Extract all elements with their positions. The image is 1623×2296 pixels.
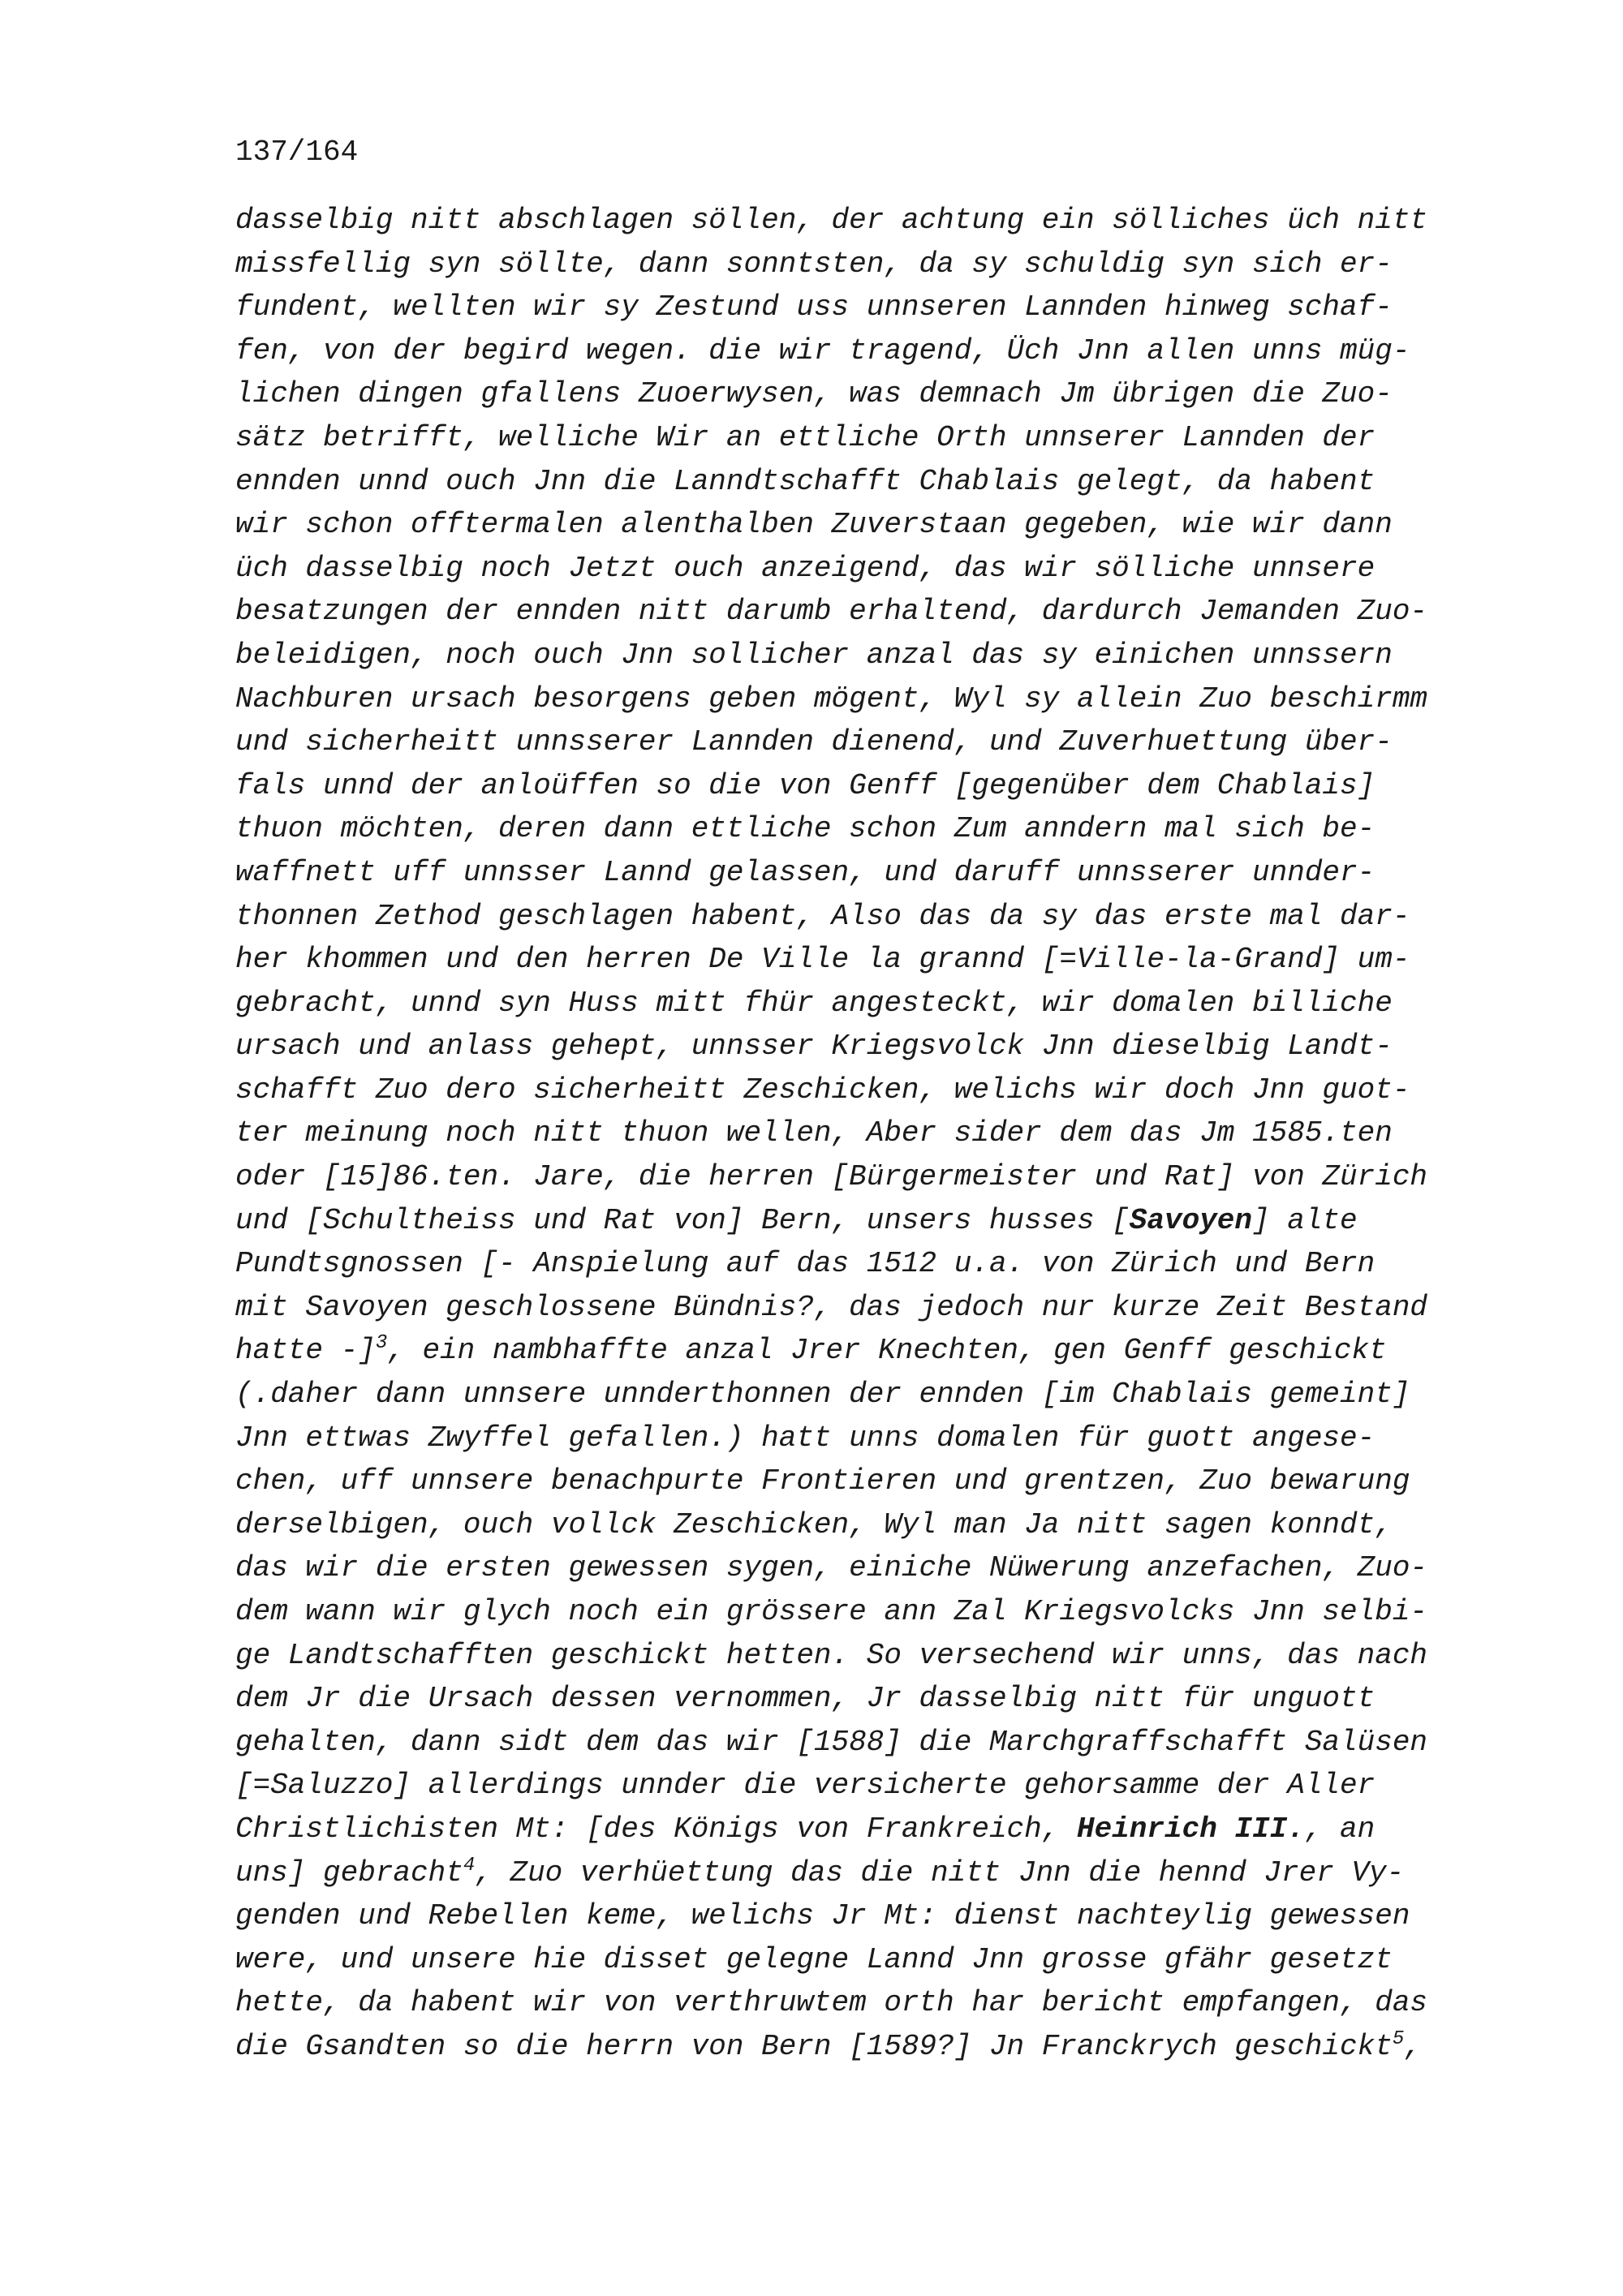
text-segment: und [Schultheiss und Rat von] Bern, unsers husses [ <box>235 1203 1130 1237</box>
text-line <box>235 634 1501 677</box>
text-line <box>235 1503 1501 1547</box>
text-line <box>235 329 1501 373</box>
text-segment: uns] gebracht <box>235 1855 463 1890</box>
text-line <box>235 199 1501 243</box>
text-line <box>235 416 1501 460</box>
text-segment: und sicherheitt unnsserer Lannden dienend, und Zuverhuettung über- <box>235 725 1393 759</box>
page-number: 137/164 <box>235 135 359 169</box>
text-segment: mit Savoyen geschlossene Bündnis?, das jedoch nur kurze Zeit Bestand <box>235 1290 1428 1324</box>
body-text <box>235 199 1501 2069</box>
text-line <box>235 1546 1501 1590</box>
text-line <box>235 1111 1501 1155</box>
text-line <box>235 938 1501 982</box>
text-segment: besatzungen der ennden nitt darumb erhaltend, dardurch Jemanden Zuo- <box>235 595 1428 629</box>
text-line <box>235 720 1501 764</box>
text-line <box>235 1460 1501 1503</box>
text-segment: gebracht, unnd syn Huss mitt fhür angesteckt, wir domalen billiche <box>235 986 1393 1020</box>
text-line <box>235 807 1501 851</box>
text-line <box>235 1417 1501 1460</box>
bold-name: Heinrich III. <box>1076 1812 1305 1846</box>
text-segment: derselbigen, ouch vollck Zeschicken, Wyl man Ja nitt sagen konndt, <box>235 1507 1393 1541</box>
text-segment: ] alte <box>1252 1203 1358 1237</box>
text-segment: lichen dingen gfallens Zuoerwysen, was demnach Jm übrigen die Zuo- <box>235 377 1393 411</box>
text-segment: chen, uff unnsere benachpurte Frontieren und grentzen, Zuo bewarung <box>235 1464 1410 1498</box>
text-line <box>235 1373 1501 1417</box>
text-line <box>235 1590 1501 1634</box>
text-segment: dasselbig nitt abschlagen söllen, der achtung ein sölliches üch nitt <box>235 204 1428 237</box>
text-segment: dem Jr die Ursach dessen vernommen, Jr dasselbig nitt für unguott <box>235 1682 1375 1716</box>
text-line <box>235 590 1501 634</box>
text-segment: die Gsandten so die herrn von Bern [1589?] Jn Franckrych geschickt <box>235 2029 1393 2063</box>
text-segment: [=Saluzzo] allerdings unnder die versicherte gehorsamme der Aller <box>235 1769 1375 1803</box>
footnote-marker: 4 <box>463 1854 476 1877</box>
text-segment: thuon möchten, deren dann ettliche schon Zum anndern mal sich be- <box>235 812 1375 846</box>
text-segment: , Zuo verhüettung das die nitt Jnn die hennd Jrer Vy- <box>475 1855 1405 1890</box>
text-line <box>235 286 1501 329</box>
text-line <box>235 1764 1501 1808</box>
text-segment: , ein nambhaffte anzal Jrer Knechten, gen Genff geschickt <box>387 1334 1387 1368</box>
text-line <box>235 1068 1501 1112</box>
text-segment: genden und Rebellen keme, welichs Jr Mt: dienst nachteylig gewessen <box>235 1899 1410 1933</box>
text-segment: , <box>1404 2029 1422 2063</box>
text-segment: hatte -] <box>235 1334 376 1368</box>
text-line <box>235 895 1501 939</box>
text-line <box>235 1634 1501 1678</box>
text-segment: fals unnd der anloüffen so die von Genff [gegenüber dem Chablais] <box>235 768 1375 802</box>
text-segment: Christlichisten Mt: [des Königs von Frankreich, <box>235 1812 1077 1846</box>
text-segment: missfellig syn söllte, dann sonntsten, da sy schuldig syn sich er- <box>235 247 1393 281</box>
text-segment: , an <box>1304 1812 1375 1846</box>
text-segment: beleidigen, noch ouch Jnn sollicher anzal das sy einichen unnssern <box>235 638 1393 672</box>
text-segment: ursach und anlass gehept, unnsser Kriegsvolck Jnn dieselbig Landt- <box>235 1030 1393 1064</box>
text-line <box>235 547 1501 591</box>
text-segment: thonnen Zethod geschlagen habent, Also das da sy das erste mal dar- <box>235 899 1410 933</box>
text-line <box>235 1808 1501 1851</box>
footnote-marker: 3 <box>375 1332 388 1355</box>
text-line <box>235 503 1501 547</box>
text-segment: fen, von der begird wegen. die wir tragend, Üch Jnn allen unns müg- <box>235 333 1410 368</box>
text-line <box>235 677 1501 721</box>
text-line <box>235 1894 1501 1938</box>
text-segment: gehalten, dann sidt dem das wir [1588] die Marchgraffschafft Salüsen <box>235 1725 1428 1759</box>
text-line <box>235 1025 1501 1068</box>
text-line <box>235 982 1501 1025</box>
text-line <box>235 1242 1501 1286</box>
text-segment: were, und unsere hie disset gelegne Lannd Jnn grosse gfähr gesetzt <box>235 1942 1393 1976</box>
text-line <box>235 1329 1501 1373</box>
text-segment: dem wann wir glych noch ein grössere ann Zal Kriegsvolcks Jnn selbi- <box>235 1595 1428 1628</box>
text-line <box>235 460 1501 504</box>
text-segment: waffnett uff unnsser Lannd gelassen, und daruff unnsserer unnder- <box>235 855 1375 889</box>
text-line <box>235 1155 1501 1199</box>
text-line <box>235 1851 1501 1895</box>
text-line <box>235 2025 1501 2069</box>
text-line <box>235 372 1501 416</box>
text-line <box>235 1286 1501 1330</box>
text-line <box>235 1677 1501 1721</box>
text-segment: ennden unnd ouch Jnn die Lanndtschafft Chablais gelegt, da habent <box>235 464 1375 498</box>
text-segment: das wir die ersten gewessen sygen, einiche Nüwerung anzefachen, Zuo- <box>235 1551 1428 1585</box>
text-segment: schafft Zuo dero sicherheitt Zeschicken, welichs wir doch Jnn guot- <box>235 1073 1410 1107</box>
text-segment: Pundtsgnossen [- Anspielung auf das 1512 u.a. von Zürich und Bern <box>235 1247 1375 1281</box>
text-line <box>235 1199 1501 1243</box>
text-segment: ge Landtschafften geschickt hetten. So versechend wir unns, das nach <box>235 1638 1428 1672</box>
text-segment: Nachburen ursach besorgens geben mögent, Wyl sy allein Zuo beschirmm <box>235 681 1428 716</box>
text-segment: (.daher dann unnsere unnderthonnen der ennden [im Chablais gemeint] <box>235 1378 1410 1412</box>
text-line <box>235 243 1501 286</box>
text-segment: üch dasselbig noch Jetzt ouch anzeigend, das wir sölliche unnsere <box>235 551 1375 585</box>
text-line <box>235 1938 1501 1982</box>
bold-name: Savoyen <box>1129 1203 1253 1237</box>
footnote-marker: 5 <box>1392 2027 1405 2050</box>
text-segment: her khommen und den herren De Ville la grannd [=Ville-la-Grand] um- <box>235 943 1410 977</box>
text-line <box>235 1721 1501 1765</box>
text-segment: hette, da habent wir von verthruwtem orth har bericht empfangen, das <box>235 1986 1428 2020</box>
text-segment: fundent, wellten wir sy Zestund uss unnseren Lannden hinweg schaf- <box>235 290 1393 325</box>
text-line <box>235 1981 1501 2025</box>
text-segment: Jnn ettwas Zwyffel gefallen.) hatt unns domalen für guott angese- <box>235 1421 1375 1455</box>
text-segment: sätz betrifft, welliche Wir an ettliche Orth unnserer Lannden der <box>235 420 1375 454</box>
text-segment: oder [15]86.ten. Jare, die herren [Bürgermeister und Rat] von Zürich <box>235 1160 1428 1194</box>
text-line <box>235 764 1501 808</box>
text-line <box>235 851 1501 895</box>
text-segment: wir schon offtermalen alenthalben Zuverstaan gegeben, wie wir dann <box>235 508 1393 542</box>
text-segment: ter meinung noch nitt thuon wellen, Aber sider dem das Jm 1585.ten <box>235 1116 1393 1150</box>
